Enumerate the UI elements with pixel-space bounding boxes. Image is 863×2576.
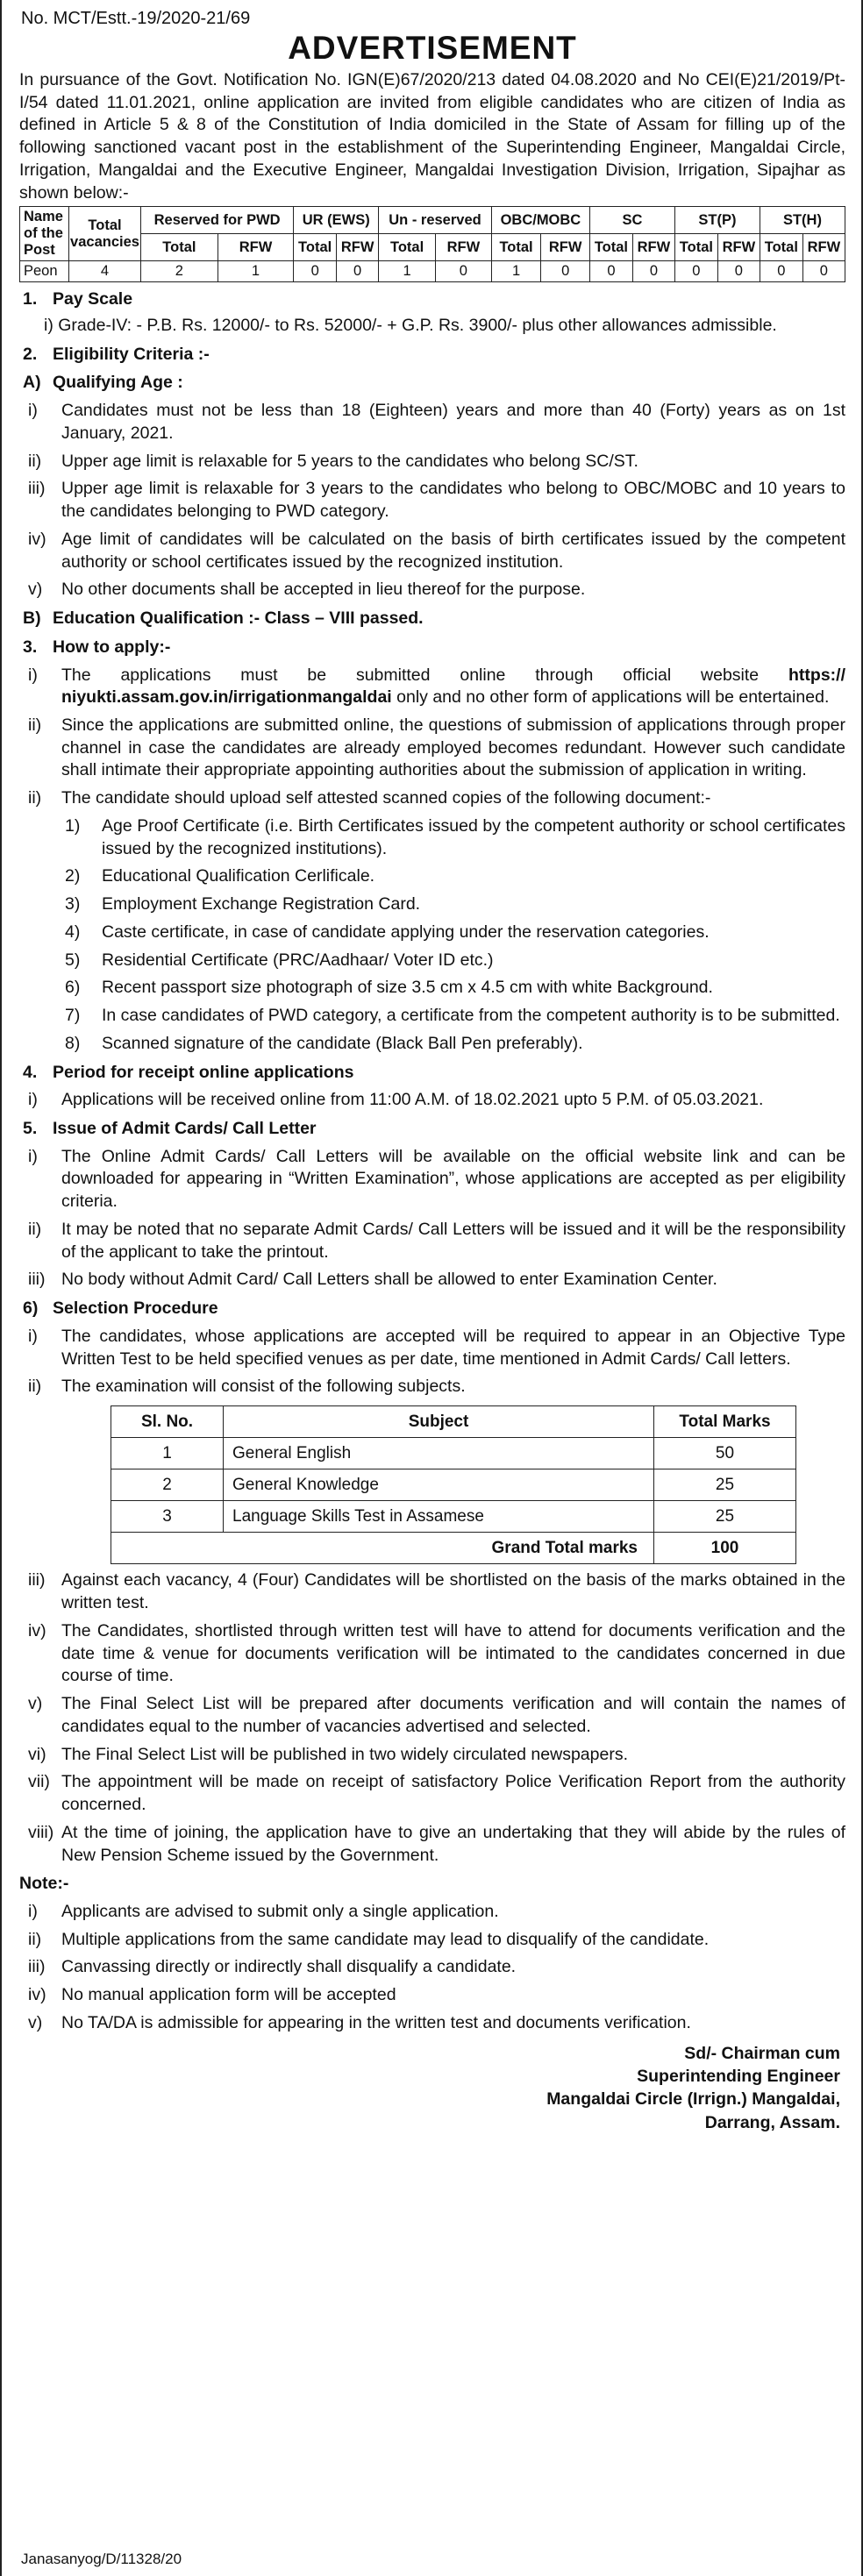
col-header-sth: ST(H) (760, 207, 845, 234)
cell-sl: 1 (111, 1438, 224, 1469)
item-text: The Candidates, shortlisted through written test will have to attend for documents verification and the date time & venue for documents verification will be intimated to the candidates concerned in due course of time. (61, 1620, 845, 1686)
section-title: Note:- (19, 1874, 69, 1894)
section-number: B) (23, 608, 41, 629)
item-number: i) (28, 1326, 38, 1346)
col-header-pwd: Reserved for PWD (141, 207, 294, 234)
list-item (19, 1771, 845, 1816)
item-text: Since the applications are submitted online, the questions of submission of applications through proper channel in case the candidates are already employed becomes redundant. However such candidate shall intimate their appropriate appointing authorities about the submission of application in writing. (61, 715, 845, 780)
item-number: 4) (65, 922, 81, 942)
col-header-sc: SC (590, 207, 675, 234)
col-header-total: Total vacancies (69, 207, 141, 261)
item-number: ii) (28, 1219, 42, 1239)
list-item (19, 1744, 845, 1767)
item-text: The Final Select List will be prepared after documents verification and will contain the names of candidates equal to the number of vacancies advertised and selected. (61, 1694, 845, 1736)
item-number: v) (28, 1694, 43, 1714)
list-item (19, 1569, 845, 1614)
vacancy-subheader-row (20, 234, 845, 261)
item-number: iii) (28, 479, 46, 499)
item-text: No other documents shall be accepted in lieu thereof for the purpose. (61, 580, 586, 600)
item-number: v) (28, 580, 43, 600)
item-text: No TA/DA is admissible for appearing in the written test and documents verification. (61, 2012, 691, 2032)
cell-marks: 50 (654, 1438, 796, 1469)
item-text: The Final Select List will be published in two widely circulated newspapers. (61, 1744, 628, 1764)
table-cell: 0 (674, 261, 717, 282)
item-number: iv) (28, 529, 46, 549)
table-cell: 0 (294, 261, 337, 282)
table-cell: 1 (379, 261, 436, 282)
item-number: i) (28, 1146, 38, 1166)
marks-body (111, 1438, 796, 1533)
col-header-unreserved: Un - reserved (379, 207, 492, 234)
item-text: The examination will consist of the following subjects. (61, 1377, 466, 1397)
cell-subject: General Knowledge (224, 1469, 654, 1501)
subheader-rfw: RFW (337, 234, 379, 261)
signature-line: Superintending Engineer (637, 2066, 840, 2086)
table-row (111, 1501, 796, 1533)
section-period (19, 1062, 845, 1085)
item-number: vii) (28, 1772, 50, 1792)
item-number: 1) (65, 815, 81, 836)
list-item (19, 1033, 845, 1056)
grand-total-value: 100 (654, 1533, 796, 1564)
selection-list-before (19, 1326, 845, 1398)
signature-line: Darrang, Assam. (704, 2112, 840, 2132)
item-number: 6) (65, 978, 81, 998)
item-number: 3) (65, 894, 81, 914)
subheader-rfw: RFW (435, 234, 491, 261)
item-number: i) (28, 401, 38, 421)
total-row (111, 1533, 796, 1564)
table-cell: 0 (802, 261, 845, 282)
grand-total-label: Grand Total marks (111, 1533, 654, 1564)
subheader-total: Total (491, 234, 541, 261)
table-cell: 0 (541, 261, 590, 282)
list-item (19, 2012, 845, 2035)
section-selection (19, 1298, 845, 1320)
list-item (19, 1005, 845, 1028)
list-item (19, 1956, 845, 1979)
item-number: ii) (28, 451, 42, 471)
table-cell: 1 (218, 261, 293, 282)
table-cell: 0 (632, 261, 674, 282)
list-item (19, 1822, 845, 1867)
section-number: 1. (23, 289, 38, 310)
table-row (111, 1469, 796, 1501)
cell-sl: 3 (111, 1501, 224, 1533)
list-item (19, 1693, 845, 1738)
table-cell: 2 (141, 261, 218, 282)
col-header-sl: Sl. No. (111, 1406, 224, 1438)
list-item (19, 787, 845, 810)
period-list (19, 1089, 845, 1112)
col-header-subject: Subject (224, 1406, 654, 1438)
list-item (19, 665, 845, 709)
item-text: Caste certificate, in case of candidate applying under the reservation categories. (102, 922, 710, 942)
item-text: Age Proof Certificate (i.e. Birth Certificates issued by the competent authority or school certificates issued by the recognized institutions). (102, 815, 845, 858)
table-row (20, 261, 845, 282)
item-text: Scanned signature of the candidate (Black Ball Pen preferably). (102, 1033, 583, 1053)
website-link[interactable]: https:// niyukti.assam.gov.in/irrigationmangaldai (61, 665, 845, 708)
item-number: i) (28, 1902, 38, 1921)
table-row (111, 1438, 796, 1469)
section-title: Eligibility Criteria :- (53, 344, 210, 364)
item-number: 5) (65, 950, 81, 970)
item-text: Upper age limit is relaxable for 3 years to the candidates who belong to OBC/MOBC and 10 years to the candidates belonging to PWD category. (61, 479, 845, 522)
table-cell: 0 (435, 261, 491, 282)
item-text: The candidate should upload self attested scanned copies of the following document:- (61, 788, 711, 808)
list-item (19, 1901, 845, 1924)
list-item (19, 922, 845, 944)
table-cell: Peon (20, 261, 69, 282)
marks-table (111, 1405, 796, 1564)
subheader-total: Total (674, 234, 717, 261)
footer-code: Janasanyog/D/11328/20 (21, 2550, 182, 2567)
item-text: Recent passport size photograph of size 3.5 cm x 4.5 cm with white Background. (102, 978, 713, 998)
list-item (19, 400, 845, 445)
item-number: viii) (28, 1822, 54, 1842)
item-text: The Online Admit Cards/ Call Letters will be available on the official website link and can be downloaded for appearing in “Written Examination”, whose applications are accepted as per eligibility criteria. (61, 1146, 845, 1212)
subheader-total: Total (379, 234, 436, 261)
table-cell: 0 (337, 261, 379, 282)
item-number: v) (28, 2012, 43, 2032)
item-text: No manual application form will be accepted (61, 1985, 396, 2005)
item-text: Upper age limit is relaxable for 5 years to the candidates who belong SC/ST. (61, 451, 638, 471)
table-cell: 0 (760, 261, 802, 282)
section-number: 5. (23, 1118, 38, 1138)
cell-subject: Language Skills Test in Assamese (224, 1501, 654, 1533)
selection-list-after (19, 1569, 845, 1867)
item-text: Against each vacancy, 4 (Four) Candidates will be shortlisted on the basis of the marks obtained in the written test. (61, 1570, 845, 1613)
table-cell: 4 (69, 261, 141, 282)
item-text: Canvassing directly or indirectly shall disqualify a candidate. (61, 1957, 517, 1977)
col-header-name: Name of the Post (20, 207, 69, 261)
list-item (19, 1376, 845, 1398)
apply-text-end: only and no other form of applications will be entertained. (391, 687, 830, 708)
list-item (19, 529, 845, 573)
item-number: i) (28, 665, 38, 685)
list-item (19, 1146, 845, 1213)
section-note (19, 1873, 845, 1896)
intro-paragraph: In pursuance of the Govt. Notification No. IGN(E)67/2020/213 dated 04.08.2020 and No CEI(E)21/2019/Pt-I/54 dated 11.01.2021, online application are invited from eligible candidates who are citizen of India as defined in Article 5 & 8 of the Constitution of India domiciled in the State of Assam for filling up of the following sanctioned vacant post in the establishment of the Superintending Engineer, Mangaldai Circle, Irrigation, Mangaldai and the Executive Engineer, Mangaldai Investigation Division, Irrigation, Sipajhar as shown below:- (19, 69, 845, 203)
section-qualifying-age (19, 372, 845, 395)
signature-block (19, 2042, 845, 2134)
signature-line: Mangaldai Circle (Irrign.) Mangaldai, (546, 2089, 840, 2110)
item-number: 7) (65, 1006, 81, 1026)
subheader-total: Total (141, 234, 218, 261)
cell-marks: 25 (654, 1501, 796, 1533)
signature-line: Sd/- Chairman cum (684, 2043, 840, 2063)
item-number: ii) (28, 1377, 42, 1397)
col-header-stp: ST(P) (674, 207, 760, 234)
col-header-obc: OBC/MOBC (491, 207, 589, 234)
list-item (19, 1620, 845, 1688)
list-item (19, 893, 845, 916)
subheader-total: Total (760, 234, 802, 261)
item-text: At the time of joining, the application have to give an undertaking that they will abide by the rules of New Pension Scheme issued by the Government. (61, 1822, 845, 1865)
list-item (19, 1219, 845, 1263)
item-number: iv) (28, 1620, 46, 1640)
section-number: 6) (23, 1299, 39, 1319)
item-number: ii) (28, 788, 42, 808)
item-text: Employment Exchange Registration Card. (102, 894, 421, 914)
reference-number: No. MCT/Estt.-19/2020-21/69 (21, 9, 251, 28)
subheader-total: Total (590, 234, 633, 261)
section-pay-scale (19, 288, 845, 311)
item-text: In case candidates of PWD category, a certificate from the competent authority is to be submitted. (102, 1006, 840, 1026)
section-title: Qualifying Age : (53, 373, 183, 393)
admit-card-list (19, 1146, 845, 1292)
page-title: ADVERTISEMENT (288, 30, 577, 67)
cell-subject: General English (224, 1438, 654, 1469)
section-number: 2. (23, 344, 38, 364)
item-text (61, 665, 845, 709)
subheader-rfw: RFW (717, 234, 760, 261)
item-number: iv) (28, 1985, 46, 2005)
note-list (19, 1901, 845, 2035)
item-text: The appointment will be made on receipt of satisfactory Police Verification Report from the authority concerned. (61, 1772, 845, 1815)
item-text: Age limit of candidates will be calculated on the basis of birth certificates issued by the competent authority or school certificates issued by the recognized institution. (61, 529, 845, 572)
section-admit-cards (19, 1118, 845, 1141)
col-header-ur: UR (EWS) (294, 207, 379, 234)
section-title: Issue of Admit Cards/ Call Letter (53, 1118, 317, 1138)
item-text: No body without Admit Card/ Call Letters shall be allowed to enter Examination Center. (61, 1270, 717, 1290)
list-item (19, 815, 845, 860)
list-item (19, 579, 845, 601)
section-title: Period for receipt online applications (53, 1062, 354, 1082)
qualifying-age-list (19, 400, 845, 601)
list-item (19, 1089, 845, 1112)
table-cell: 1 (491, 261, 541, 282)
section-title: Education Qualification :- Class – VIII passed. (53, 608, 424, 629)
subheader-rfw: RFW (541, 234, 590, 261)
list-item (19, 977, 845, 1000)
document-list (19, 815, 845, 1056)
item-text: Multiple applications from the same candidate may lead to disqualify of the candidate. (61, 1929, 710, 1949)
subheader-total: Total (294, 234, 337, 261)
section-eligibility (19, 344, 845, 366)
section-number: 4. (23, 1062, 38, 1082)
item-number: 2) (65, 866, 81, 886)
vacancy-table (19, 206, 845, 282)
section-title: Pay Scale (53, 289, 133, 310)
item-number: 8) (65, 1033, 81, 1053)
list-item (19, 451, 845, 473)
list-item (19, 1984, 845, 2007)
list-item (19, 1269, 845, 1292)
list-item (19, 1326, 845, 1370)
section-title: Selection Procedure (53, 1299, 218, 1319)
item-number: iii) (28, 1570, 46, 1590)
item-text: It may be noted that no separate Admit Cards/ Call Letters will be issued and it will be the responsibility of the applicant to take the printout. (61, 1219, 845, 1262)
pay-scale-text: i) Grade-IV: - P.B. Rs. 12000/- to Rs. 52000/- + G.P. Rs. 3900/- plus other allowances admissible. (44, 315, 777, 335)
section-title: How to apply:- (53, 637, 171, 657)
list-item (19, 478, 845, 523)
item-number: i) (28, 1090, 38, 1110)
item-text: Residential Certificate (PRC/Aadhaar/ Voter ID etc.) (102, 950, 494, 970)
list-item (19, 865, 845, 888)
item-text: Educational Qualification Cerlificale. (102, 866, 375, 886)
list-item (19, 950, 845, 972)
section-number: A) (23, 373, 41, 393)
subheader-rfw: RFW (632, 234, 674, 261)
subheader-rfw: RFW (218, 234, 293, 261)
item-number: iii) (28, 1957, 46, 1977)
item-text: The candidates, whose applications are accepted will be required to appear in an Objective Type Written Test to be held specified venues as per date, time mentioned in Admit Cards/ Call letters. (61, 1326, 845, 1369)
list-item (19, 715, 845, 782)
subheader-rfw: RFW (802, 234, 845, 261)
item-number: vi) (28, 1744, 46, 1764)
section-number: 3. (23, 637, 38, 657)
table-cell: 0 (590, 261, 633, 282)
item-text: Candidates must not be less than 18 (Eighteen) years and more than 40 (Forty) years as on 1st January, 2021. (61, 401, 845, 443)
table-cell: 0 (717, 261, 760, 282)
cell-marks: 25 (654, 1469, 796, 1501)
item-text: Applicants are advised to submit only a single application. (61, 1902, 499, 1921)
item-number: ii) (28, 715, 42, 735)
section-education (19, 608, 845, 630)
section-how-to-apply (19, 637, 845, 659)
list-item (19, 1929, 845, 1952)
item-number: iii) (28, 1270, 46, 1290)
cell-sl: 2 (111, 1469, 224, 1501)
item-number: ii) (28, 1929, 42, 1949)
apply-text-start: The applications must be submitted online through official website (61, 665, 789, 685)
item-text: Applications will be received online from 11:00 A.M. of 18.02.2021 upto 5 P.M. of 05.03.2021. (61, 1090, 764, 1110)
col-header-marks: Total Marks (654, 1406, 796, 1438)
